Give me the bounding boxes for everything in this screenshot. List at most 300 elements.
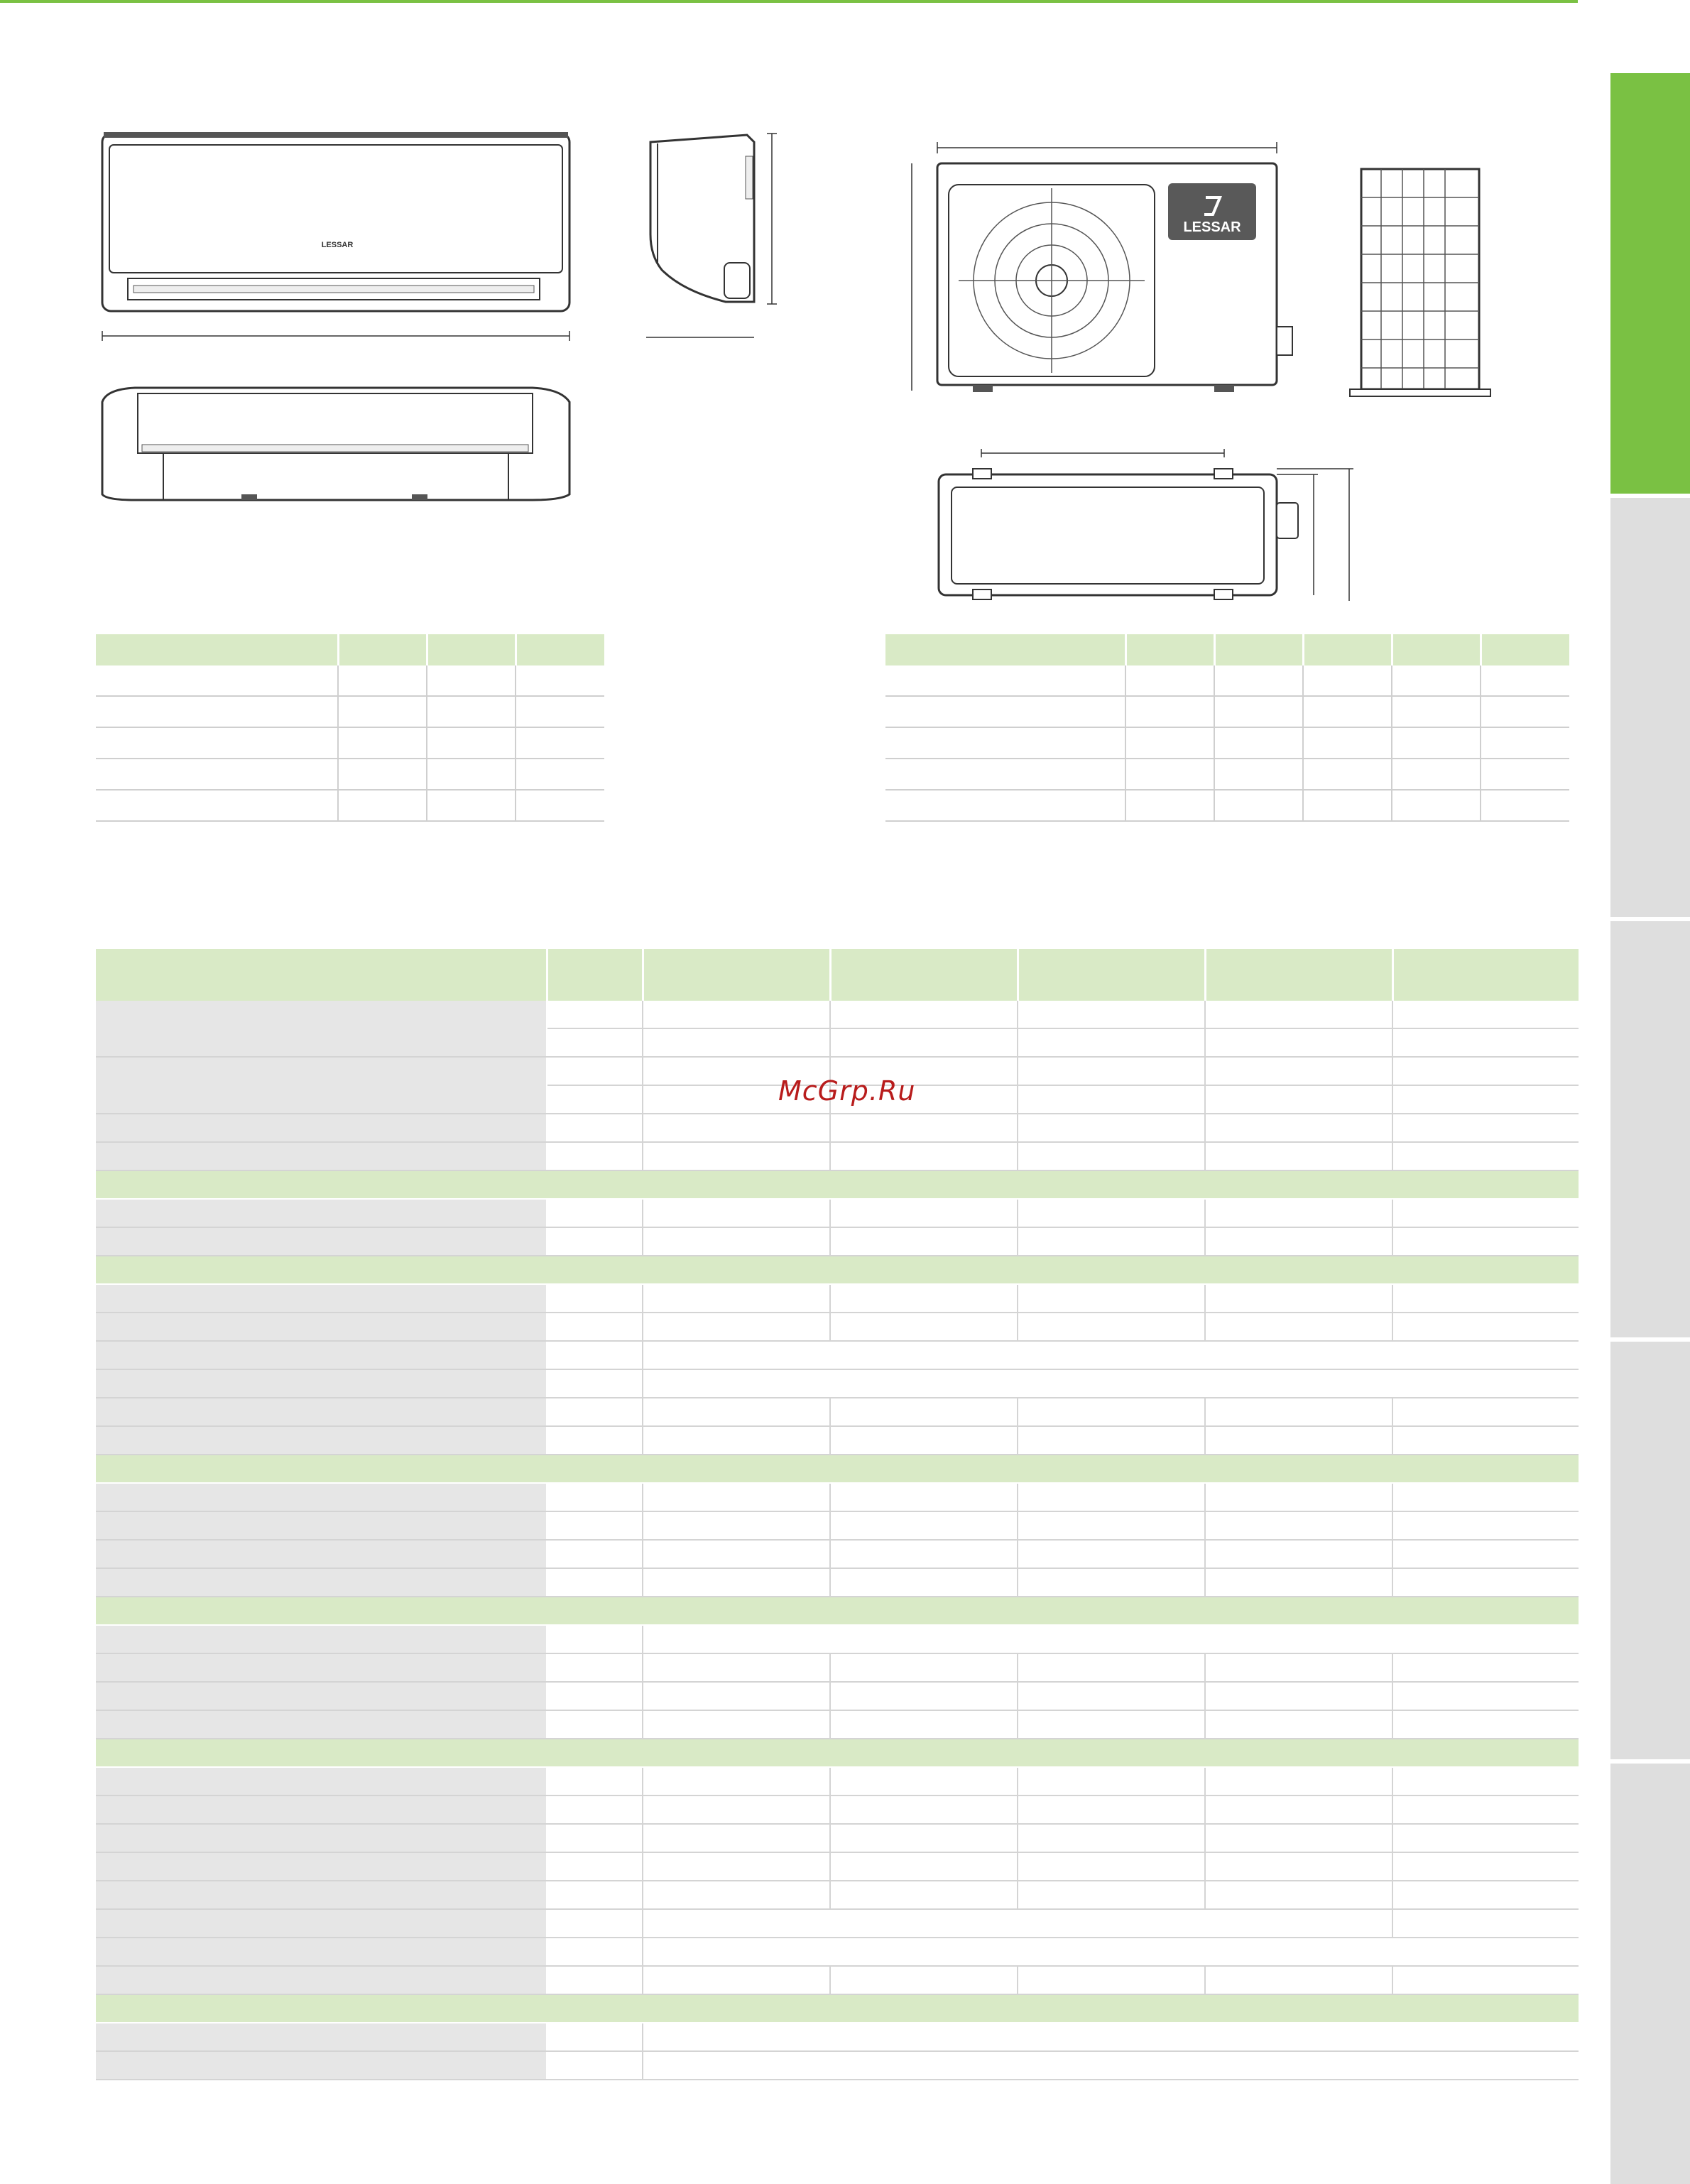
table-cell [1205,1001,1392,1028]
outdoor-unit-front-drawing [902,135,1314,408]
table-cell [1018,1881,1205,1909]
top-accent-line [0,0,1578,3]
table-cell [830,1114,1018,1142]
table-cell [1392,1114,1579,1142]
table-cell [1481,727,1569,759]
table-cell [96,1625,547,1653]
table-cell [885,727,1125,759]
table-cell [885,665,1125,696]
indoor-unit-bottom-drawing [92,381,575,505]
indoor-unit-front-drawing [92,126,575,343]
table-row [885,727,1569,759]
table-cell [1303,727,1392,759]
table-cell [547,1284,643,1313]
table-cell [1392,1483,1579,1511]
table-cell [830,1767,1018,1795]
table-cell [830,1568,1018,1597]
table-cell [1392,1966,1579,1994]
table-cell [96,696,338,727]
table-row [96,1881,1579,1909]
table-cell [643,1767,830,1795]
table-cell [1392,1398,1579,1426]
table-cell [830,1313,1018,1341]
table-cell [338,696,427,727]
table-cell [96,1057,547,1114]
table-row [96,2023,1579,2051]
table-cell [830,1142,1018,1170]
header-cell [1018,949,1205,1001]
table-cell [643,1852,830,1881]
table-cell [1392,1001,1579,1028]
table-cell [96,1795,547,1824]
section-row [96,1597,1579,1625]
table-cell [885,696,1125,727]
table-cell [96,1142,547,1170]
table-cell [1392,727,1481,759]
side-tab-5[interactable] [1610,1764,1690,2184]
header-cell [427,634,516,665]
table-cell [1392,1511,1579,1540]
table-cell [643,1313,830,1341]
table-cell [1214,727,1303,759]
table-row [885,665,1569,696]
section-row [96,1994,1579,2023]
table-cell [643,1483,830,1511]
outdoor-dimension-table [885,634,1569,822]
table-cell [1392,1426,1579,1455]
table-cell [1205,1881,1392,1909]
table-cell [427,727,516,759]
table-row [885,790,1569,821]
table-cell [1205,1227,1392,1256]
table-cell [643,1199,830,1227]
table-cell [1392,1710,1579,1739]
table-cell [1392,665,1481,696]
table-cell [830,1284,1018,1313]
table-cell [1018,1028,1205,1057]
table-cell [1205,1824,1392,1852]
table-cell [1205,1767,1392,1795]
table-cell [643,1369,1579,1398]
table-cell [1392,1085,1579,1114]
table-cell [1481,790,1569,821]
table-cell [1481,696,1569,727]
table-cell [547,1001,643,1028]
table-cell [96,1909,547,1938]
table-cell [547,1625,643,1653]
table-cell [1018,1540,1205,1568]
table-row [96,1710,1579,1739]
side-tab-3[interactable] [1610,921,1690,1337]
section-row [96,1170,1579,1199]
outdoor-unit-top-drawing [930,447,1363,611]
outdoor-unit-side-drawing [1346,162,1502,411]
table-cell [1205,1511,1392,1540]
table-cell [338,727,427,759]
table-cell [96,1199,547,1227]
table-cell [1205,1852,1392,1881]
table-cell [547,1710,643,1739]
table-cell [1018,1767,1205,1795]
table-cell [516,727,604,759]
table-cell [547,1568,643,1597]
table-row [885,696,1569,727]
table-cell [1205,1710,1392,1739]
table-row [96,1341,1579,1369]
table-cell [643,1568,830,1597]
table-cell [1205,1057,1392,1085]
table-cell [1018,1114,1205,1142]
specification-table-body [96,949,1579,2080]
table-cell [1205,1199,1392,1227]
table-cell [96,1001,547,1057]
table-cell [96,1227,547,1256]
table-cell [96,1710,547,1739]
table-cell [1205,1682,1392,1710]
table-cell [643,1824,830,1852]
table-cell [1018,1824,1205,1852]
table-cell [1392,1824,1579,1852]
table-cell [1125,759,1214,790]
table-cell [427,696,516,727]
table-row [96,1199,1579,1227]
table-cell [830,1653,1018,1682]
table-cell [1018,1398,1205,1426]
table-cell [96,759,338,790]
table-cell [547,1341,643,1369]
header-cell [338,634,427,665]
table-cell [96,727,338,759]
table-cell [96,1824,547,1852]
table-cell [547,1540,643,1568]
table-cell [1214,790,1303,821]
table-cell [96,1313,547,1341]
table-cell [643,1001,830,1028]
section-row [96,1739,1579,1767]
table-row [96,1483,1579,1511]
svg-text:LESSAR: LESSAR [321,241,354,249]
table-cell [830,1540,1018,1568]
table-cell [643,1795,830,1824]
table-row [96,1227,1579,1256]
outdoor-unit-side-view-icon [1346,162,1502,411]
table-row [96,1511,1579,1540]
table-cell [547,1398,643,1426]
table-cell [643,1653,830,1682]
table-row [96,1653,1579,1682]
table-cell [96,1114,547,1142]
table-cell [1205,1313,1392,1341]
table-cell [1018,1710,1205,1739]
table-cell [1018,1227,1205,1256]
table-cell [547,1313,643,1341]
outdoor-unit-front-view-icon [902,135,1314,408]
table-cell [96,1284,547,1313]
table-cell [1214,665,1303,696]
table-cell [1205,1426,1392,1455]
table-cell [1018,1568,1205,1597]
table-row [96,1938,1579,1966]
table-row [96,1284,1579,1313]
table-cell [1018,1966,1205,1994]
table-row [96,1909,1579,1938]
table-cell [1214,759,1303,790]
table-cell [643,2023,1579,2051]
table-cell [1392,1909,1579,1938]
table-cell [830,1001,1018,1028]
table-cell [338,790,427,821]
table-cell [1205,1568,1392,1597]
table-cell [1205,1085,1392,1114]
table-cell [1125,696,1214,727]
table-cell [1018,1511,1205,1540]
table-cell [1392,696,1481,727]
table-cell [830,1511,1018,1540]
table-cell [1392,1852,1579,1881]
indoor-unit-front-view-icon [92,126,575,343]
table-cell [96,1170,1579,1199]
table-cell [547,1511,643,1540]
table-cell [547,1682,643,1710]
table-row [96,1795,1579,1824]
outdoor-unit-top-view-icon [930,447,1363,611]
table-cell [516,759,604,790]
table-cell [643,1284,830,1313]
table-cell [830,1710,1018,1739]
table-cell [427,759,516,790]
table-cell [643,1227,830,1256]
table-cell [643,1682,830,1710]
table-cell [1018,1795,1205,1824]
table-cell [1125,665,1214,696]
table-row [96,1540,1579,1568]
table-cell [547,2051,643,2080]
header-cell [643,949,830,1001]
table-cell [1392,1199,1579,1227]
table-cell [643,2051,1579,2080]
table-cell [547,1824,643,1852]
table-cell [830,1824,1018,1852]
table-cell [1018,1085,1205,1114]
header-cell [547,949,643,1001]
table-cell [1018,1199,1205,1227]
table-cell [547,1057,643,1085]
table-cell [643,1881,830,1909]
table-cell [643,1938,1579,1966]
table-cell [643,1028,830,1057]
table-row [96,1625,1579,1653]
table-cell [1481,759,1569,790]
table-cell [1392,1284,1579,1313]
table-cell [1018,1682,1205,1710]
table-cell [1205,1114,1392,1142]
header-cell [96,634,338,665]
table-cell [830,1852,1018,1881]
table-cell [830,1881,1018,1909]
table-cell [1392,1568,1579,1597]
table-header-row [885,634,1569,665]
indoor-dimension-table [96,634,604,822]
table-cell [547,1966,643,1994]
header-cell [1303,634,1392,665]
table-cell [643,1341,1579,1369]
table-cell [643,1710,830,1739]
table-cell [1018,1313,1205,1341]
table-cell [547,1909,643,1938]
table-cell [96,1483,547,1511]
table-cell [1392,1313,1579,1341]
specification-table [96,949,1579,2080]
table-cell [1205,1028,1392,1057]
header-cell [830,949,1018,1001]
side-tab-active[interactable] [1610,73,1690,494]
table-cell [830,1795,1018,1824]
table-row [96,1682,1579,1710]
table-cell [1303,665,1392,696]
section-row [96,1256,1579,1284]
table-cell [830,1028,1018,1057]
table-header-row [96,634,604,665]
table-cell [96,1938,547,1966]
table-cell [96,1966,547,1994]
table-cell [1125,727,1214,759]
table-cell [1018,1653,1205,1682]
table-cell [96,1256,1579,1284]
table-cell [830,1966,1018,1994]
table-cell [516,696,604,727]
table-row [96,1852,1579,1881]
side-tab-2[interactable] [1610,498,1690,917]
table-row [96,1398,1579,1426]
table-cell [1018,1142,1205,1170]
table-cell [96,1597,1579,1625]
table-cell [547,1795,643,1824]
table-cell [830,1483,1018,1511]
table-row [96,1966,1579,1994]
table-cell [643,1909,1392,1938]
table-cell [96,1369,547,1398]
table-cell [547,1199,643,1227]
table-cell [1392,1682,1579,1710]
table-cell [830,1682,1018,1710]
table-cell [643,1426,830,1455]
table-cell [547,1653,643,1682]
table-cell [1392,1028,1579,1057]
table-cell [547,1142,643,1170]
indoor-unit-side-drawing [640,128,811,344]
table-row [96,2051,1579,2080]
table-cell [547,1114,643,1142]
table-row [96,1142,1579,1170]
table-cell [1392,1540,1579,1568]
table-cell [547,1881,643,1909]
table-cell [1392,790,1481,821]
header-cell [1125,634,1214,665]
table-row [96,1426,1579,1455]
table-row [96,759,604,790]
table-cell [1018,1284,1205,1313]
table-cell [96,1653,547,1682]
table-cell [1205,1284,1392,1313]
table-cell [96,1568,547,1597]
table-cell [1303,696,1392,727]
table-cell [96,790,338,821]
table-cell [96,1341,547,1369]
table-cell [1018,1852,1205,1881]
header-cell [1214,634,1303,665]
table-cell [96,1739,1579,1767]
table-cell [1392,1653,1579,1682]
table-cell [96,2023,547,2051]
table-cell [547,1369,643,1398]
table-row [885,759,1569,790]
table-cell [96,1994,1579,2023]
table-cell [830,1199,1018,1227]
indoor-unit-bottom-view-icon [92,381,575,505]
side-tab-4[interactable] [1610,1342,1690,1759]
header-cell [885,634,1125,665]
header-cell [516,634,604,665]
table-row [96,1767,1579,1795]
table-row [96,1313,1579,1341]
header-cell [1392,949,1579,1001]
table-cell [338,759,427,790]
table-cell [1392,1227,1579,1256]
table-cell [547,1028,643,1057]
table-row [96,1824,1579,1852]
table-cell [1018,1426,1205,1455]
table-cell [96,1511,547,1540]
table-row [96,727,604,759]
table-cell [96,1767,547,1795]
table-cell [1125,790,1214,821]
table-cell [547,1085,643,1114]
table-cell [1303,759,1392,790]
table-cell [547,1483,643,1511]
table-cell [830,1398,1018,1426]
table-cell [1018,1057,1205,1085]
table-cell [96,1398,547,1426]
table-header-row [96,949,1579,1001]
table-cell [643,1511,830,1540]
table-cell [643,1625,1579,1653]
svg-text:LESSAR: LESSAR [1183,219,1241,235]
table-cell [1205,1653,1392,1682]
header-cell [96,949,547,1001]
table-cell [338,665,427,696]
table-cell [885,759,1125,790]
table-cell [643,1398,830,1426]
table-cell [547,2023,643,2051]
table-cell [547,1852,643,1881]
table-cell [643,1540,830,1568]
table-row [96,790,604,821]
indoor-unit-side-view-icon [640,128,811,344]
table-cell [1392,759,1481,790]
header-cell [1481,634,1569,665]
table-cell [96,2051,547,2080]
table-cell [96,1852,547,1881]
table-cell [1205,1966,1392,1994]
table-cell [96,1426,547,1455]
table-row [96,1114,1579,1142]
table-cell [96,1540,547,1568]
table-cell [1214,696,1303,727]
table-cell [1392,1767,1579,1795]
table-cell [516,790,604,821]
table-cell [547,1227,643,1256]
table-cell [885,790,1125,821]
